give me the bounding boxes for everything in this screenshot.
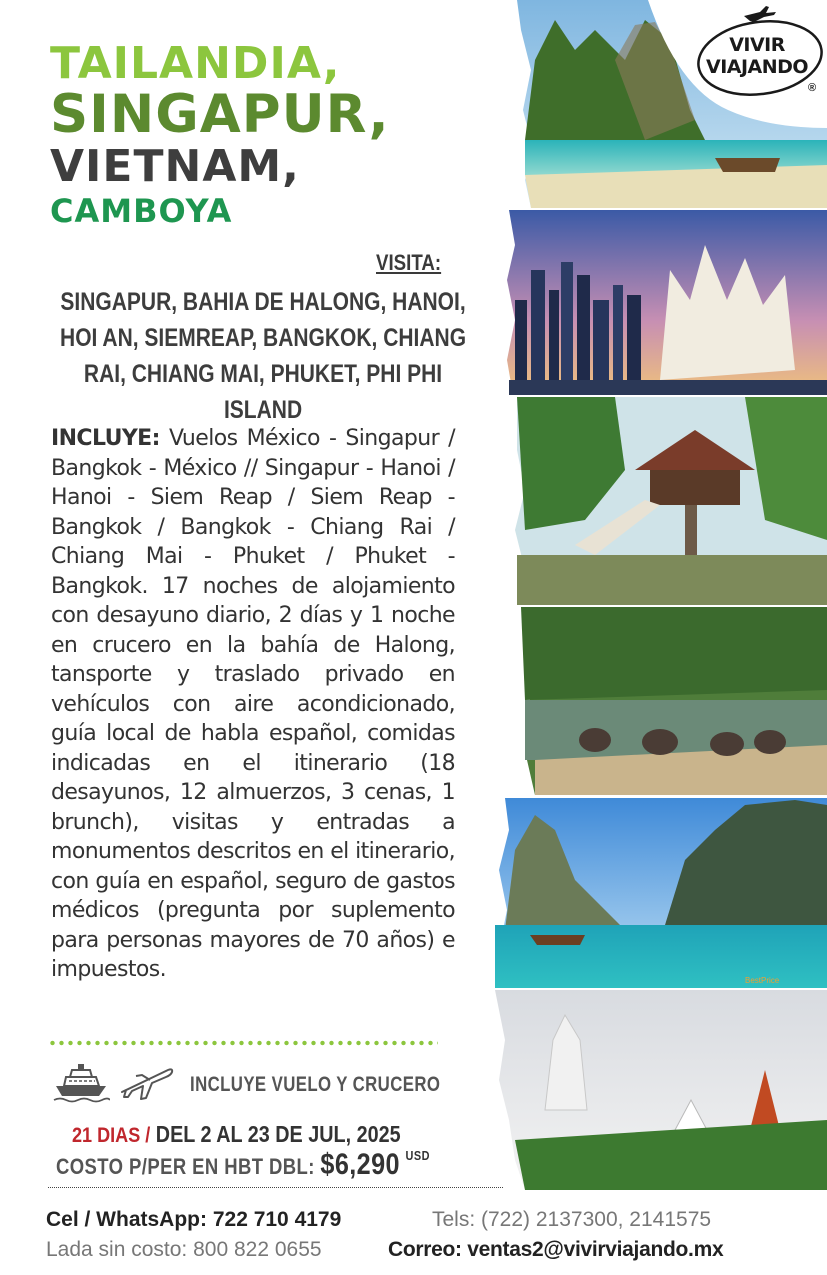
includes-paragraph: [51, 424, 455, 985]
contact-separator: [48, 1187, 503, 1188]
cruise-ship-icon: [52, 1060, 110, 1104]
photo-hanoi-pagoda: [515, 397, 827, 605]
photo-chiang-rai-temples: [495, 990, 827, 1190]
trip-dates: [72, 1121, 401, 1148]
registered-mark: ®: [808, 82, 817, 94]
destinations-list: SINGAPUR, BAHIA DE HALONG, HANOI, HOI AN, SIEMREAP, BANGKOK, CHIANG RAI, CHIANG MAI, PHUKET, PHI PHI ISLAND: [60, 288, 467, 424]
photo-watermark: BestPrice: [745, 976, 780, 985]
tollfree-contact[interactable]: Lada sin costo: 800 822 0655: [46, 1238, 322, 1261]
logo-text: [706, 34, 808, 78]
airplane-icon: [118, 1062, 174, 1102]
trip-duration: 21 DIAS /: [72, 1124, 151, 1147]
includes-flight-cruise: INCLUYE VUELO Y CRUCERO: [190, 1073, 441, 1096]
cost-label: COSTO P/PER EN HBT DBL:: [56, 1154, 315, 1179]
dotted-divider: [48, 1040, 438, 1046]
phone-contact[interactable]: Tels: (722) 2137300, 2141575: [432, 1208, 712, 1231]
logo-line-vivir: VIVIR: [729, 34, 785, 56]
title-line-tailandia: TAILANDIA,: [50, 38, 341, 89]
logo-line-viajando: VIAJANDO: [706, 56, 809, 78]
email-contact[interactable]: Correo: ventas2@vivirviajando.mx: [388, 1238, 724, 1261]
title-line-vietnam: VIETNAM,: [50, 141, 300, 192]
trip-cost: [56, 1148, 430, 1182]
includes-label: INCLUYE:: [51, 426, 160, 451]
photo-singapore-skyline: [507, 210, 827, 395]
price-value: $6,290: [320, 1148, 400, 1181]
trip-date-range: DEL 2 AL 23 DE JUL, 2025: [155, 1121, 401, 1147]
feature-icons: [52, 1060, 182, 1106]
title-line-camboya: CAMBOYA: [50, 192, 233, 230]
includes-text: Vuelos México - Singapur / Bangkok - México // Singapur - Hanoi / Hanoi - Siem Reap / Siem Reap - Bangkok / Bangkok - Chiang Rai / Chiang Mai - Phuket / Phuket - Bangkok. 17 noches de alojamiento con desayuno diario, 2 días y 1 noche en crucero en la bahía de Halong, tansporte y traslado privado en vehículos con aire acondicionado, guía local de habla español, comidas indicadas en el itinerario (18 desayunos, 12 almuerzos, 3 cenas, 1 brunch), visitas y entradas a monumentos descritos en el itinerario, con guía en español, seguro de gastos médicos (pregunta por suplemento para personas mayores de 70 años) e impuestos.: [51, 426, 455, 982]
photo-collage: [495, 0, 827, 1190]
visita-heading: VISITA:: [376, 250, 442, 275]
whatsapp-contact[interactable]: Cel / WhatsApp: 722 710 4179: [46, 1208, 342, 1231]
photo-elephant-river: [521, 607, 827, 795]
price-currency: USD: [405, 1148, 430, 1163]
title-line-singapur: SINGAPUR,: [50, 84, 390, 145]
photo-halong-bay: [495, 798, 827, 988]
page-title: [50, 38, 510, 230]
